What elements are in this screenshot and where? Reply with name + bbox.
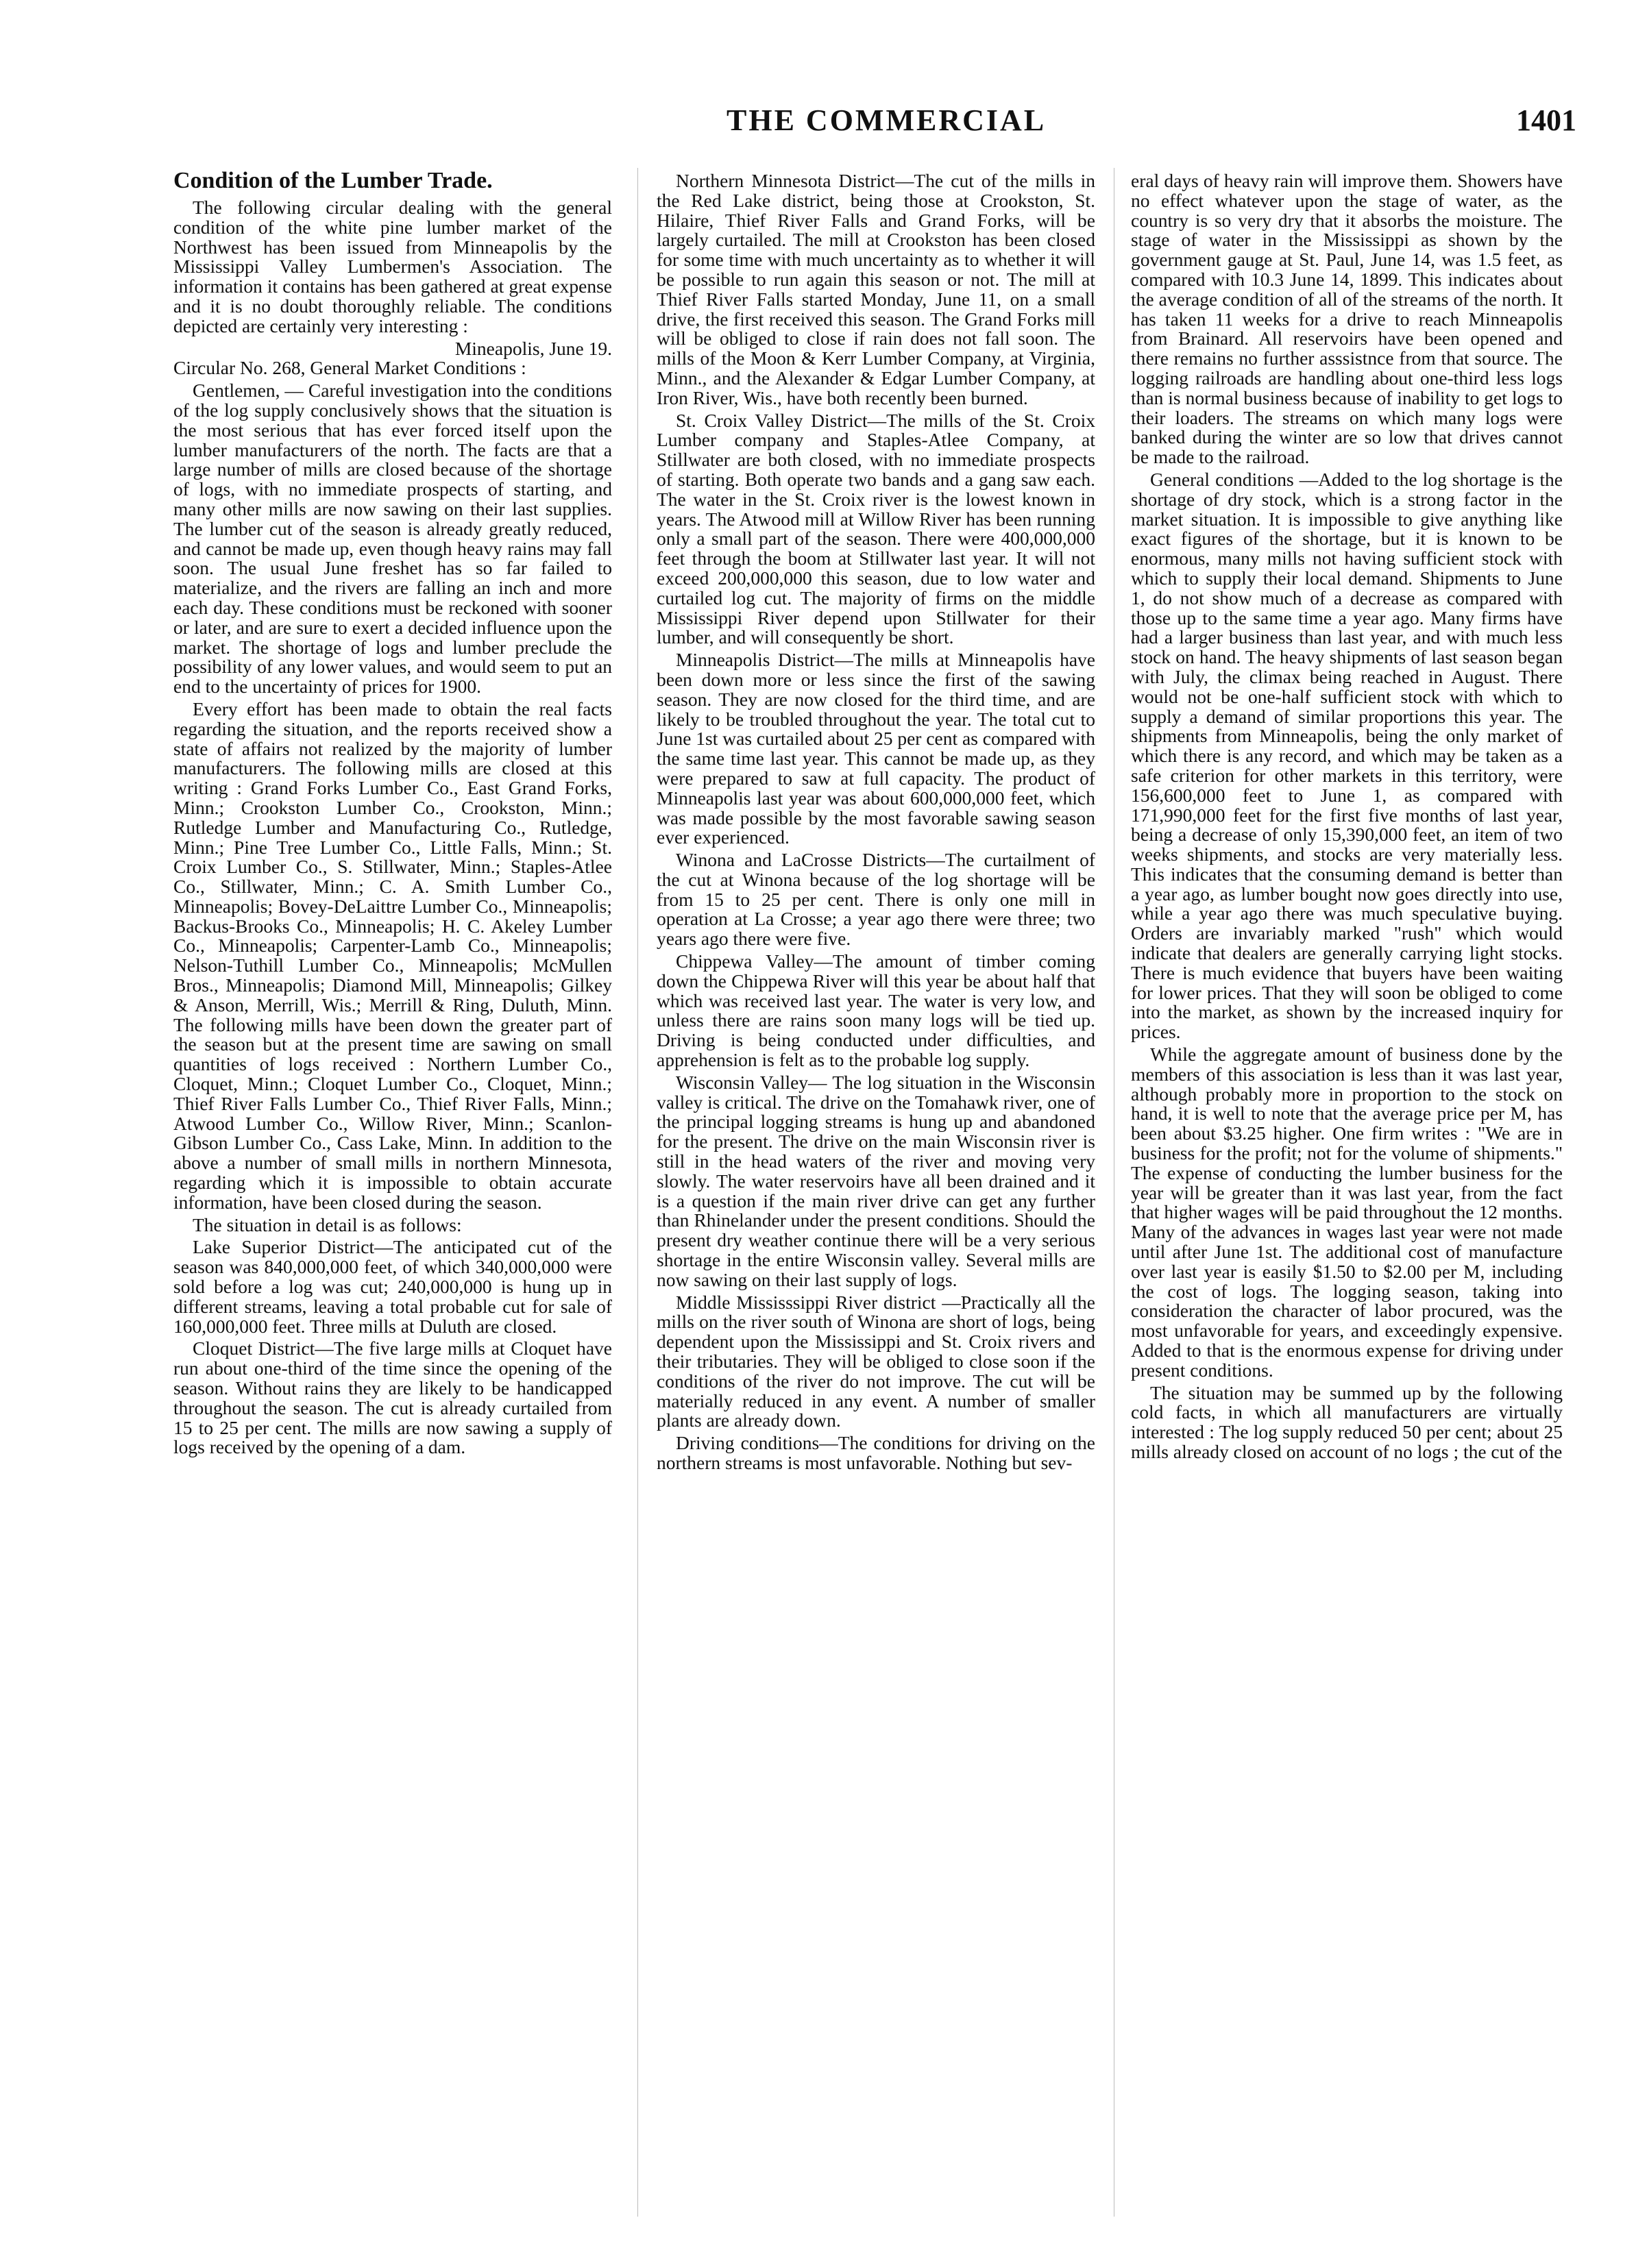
article-column-3: [1131, 171, 1563, 1465]
paragraph-para: While the aggregate amount of business done by the members of this association is less than it was last year, although probably more in proportion to the stock on hand, it is well to note that the average price per M, has been about $3.25 higher. One firm writes : "We are in business for the profit; not for the volume of shipments." The expense of conducting the lumber business for the year will be greater than it was last year, from the fact that higher wages will be paid throughout the 12 months. Many of the advances in wages last year were not made until after June 1st. The additional cost of manufacture over last year is easily $1.50 to $2.00 per M, including the cost of logs. The logging season, taking into consideration the character of labor procured, was the most unfavorable for years, and exceedingly expensive. Added to that is the enormous expense for driving under present conditions.: [1131, 1044, 1563, 1381]
paragraph-para: Northern Minnesota District—The cut of the mills in the Red Lake district, being those at Crookston, St. Hilaire, Thief River Falls and Grand Forks, will be largely curtailed. The mill at Crookston has been closed for some time with much uncertainty as to whether it will be possible to run again this season or not. The mill at Thief River Falls started Monday, June 11, on a small drive, the first received this season. The Grand Forks mill will be obliged to close if rain does not fall soon. The mills of the Moon & Kerr Lumber Company, at Virginia, Minn., and the Alexander & Edgar Lumber Company, at Iron River, Wis., have both recently been burned.: [657, 170, 1095, 408]
paragraph-para: St. Croix Valley District—The mills of the St. Croix Lumber company and Staples-Atlee Company, at Stillwater are both closed, with no immediate prospects of starting. Both operate two bands and a gang saw each. The water in the St. Croix river is the lowest known in years. The Atwood mill at Willow River has been running only a small part of the season. There were 400,000,000 feet through the boom at Stillwater last year. It will not exceed 200,000,000 this season, due to low water and curtailed log cut. The majority of firms on the middle Mississippi River depend upon Stillwater for their lumber, and will consequently be short.: [657, 409, 1095, 648]
paragraph-para: Wisconsin Valley— The log situation in the Wisconsin valley is critical. The drive on the Tomahawk river, one of the principal logging streams is hung up and abandoned for the present. The drive on the main Wisconsin river is still in the head waters of the river and moving very slowly. The water reservoirs have all been drained and it is a question if the main river drive can get any further than Rhinelander under the present conditions. Should the present dry weather continue there will be a very serious shortage in the entire Wisconsin valley. Several mills are now sawing on their last supply of logs.: [657, 1071, 1095, 1290]
paragraph-para: Middle Mississsippi River district —Practically all the mills on the river south of Winona are short of logs, being dependent upon the Mississippi and St. Croix rivers and their tributaries. They will be obliged to close soon if the conditions of the river do not improve. The cut will be materially reduced in any event. A number of smaller plants are already down.: [657, 1291, 1095, 1431]
paragraph-para: Driving conditions—The conditions for driving on the northern streams is most unfavorable. Nothing but sev-: [657, 1432, 1095, 1473]
paragraph-para: Lake Superior District—The anticipated cut of the season was 840,000,000 feet, of which 340,000,000 were sold before a log was cut; 240,000,000 is hung up in different streams, leaving a total probable cut for sale of 160,000,000 feet. Three mills at Duluth are closed.: [173, 1236, 612, 1337]
paragraph-para: Winona and LaCrosse Districts—The curtailment of the cut at Winona because of the log shortage will be from 15 to 25 per cent. There is only one mill in operation at La Crosse; a year ago there were three; two years ago there were five.: [657, 849, 1095, 950]
article-column-1: [173, 168, 612, 1460]
paragraph-dateline: Mineapolis, June 19.: [454, 337, 612, 359]
column-2-body: [657, 171, 1095, 1473]
paragraph-para: Gentlemen, — Careful investigation into the conditions of the log supply conclusively shows that the situation is the most serious that has ever forced itself upon the lumber manufacturers of the north. The facts are that a large number of mills are closed because of the shortage of logs, with no immediate prospects of starting, and many other mills are now sawing on their last supplies. The lumber cut of the season is already greatly reduced, and cannot be made up, even though heavy rains may fall soon. The usual June freshet has so far failed to materialize, and the rivers are falling an inch and more each day. These conditions must be reckoned with sooner or later, and are sure to exert a decided influence upon the market. The shortage of logs and lumber preclude the possibility of any lower values, and would seem to put an end to the uncertainty of prices for 1900.: [173, 380, 612, 698]
page-number: 1401: [1516, 103, 1576, 137]
column-rule: [637, 168, 638, 2217]
paragraph-circular: Circular No. 268, General Market Conditions :: [173, 357, 526, 379]
article-column-2: [657, 171, 1095, 1476]
paragraph-intro: The following circular dealing with the general condition of the white pine lumber market of the Northwest has been issued from Minneapolis by the Mississippi Valley Lumbermen's Association. The information it contains has been gathered at great expense and it is no doubt thoroughly reliable. The conditions depicted are certainly very interesting :: [173, 197, 612, 336]
paragraph-para: Every effort has been made to obtain the real facts regarding the situation, and the reports received show a state of affairs not realized by the majority of lumber manufacturers. The following mills are closed at this writing : Grand Forks Lumber Co., East Grand Forks, Minn.; Crookston Lumber Co., Crookston, Minn.; Rutledge Lumber and Manufacturing Co., Rutledge, Minn.; Pine Tree Lumber Co., Little Falls, Minn.; St. Croix Lumber Co., S. Stillwater, Minn.; Staples-Atlee Co., Stillwater, Minn.; C. A. Smith Lumber Co., Minneapolis; Bovey-DeLaittre Lumber Co., Minneapolis; Backus-Brooks Co., Minneapolis; H. C. Akeley Lumber Co., Minneapolis; Carpenter-Lamb Co., Minneapolis; Nelson-Tuthill Lumber Co., Minneapolis; McMullen Bros., Minneapolis; Diamond Mill, Minneapolis; Gilkey & Anson, Merrill, Wis.; Merrill & Ring, Duluth, Minn. The following mills have been down the greater part of the season but at the present time are sawing on small quantities of logs received : Northern Lumber Co., Cloquet, Minn.; Cloquet Lumber Co., Cloquet, Minn.; Thief River Falls Lumber Co., Thief River Falls, Minn.; Atwood Lumber Co., Willow River, Minn.; Scanlon-Gibson Lumber Co., Cass Lake, Minn. In addition to the above a number of small mills in northern Minnesota, regarding which it is impossible to obtain accurate information, have been closed during the season.: [173, 698, 612, 1213]
paragraph-para: The situation in detail is as follows:: [193, 1213, 462, 1235]
page-header: [164, 103, 1576, 151]
column-3-body: [1131, 171, 1563, 1462]
paragraph-para: Cloquet District—The five large mills at Cloquet have run about one-third of the time since the opening of the season. Without rains they are likely to be handicapped throughout the season. The cut is already curtailed from 15 to 25 per cent. The mills are now sawing a supply of logs received by the opening of a dam.: [173, 1338, 612, 1458]
masthead: THE COMMERCIAL: [727, 103, 1047, 137]
paragraph-para: Minneapolis District—The mills at Minneapolis have been down more or less since the first of the sawing season. They are now closed for the third time, and are likely to be troubled throughout the year. The total cut to June 1st was curtailed about 25 per cent as compared with the same time last year. This cannot be made up, as they were prepared to saw at full capacity. The product of Minneapolis last year was about 600,000,000 feet, which was made possible by the most favorable sawing season ever experienced.: [657, 649, 1095, 848]
column-1-body: [173, 198, 612, 1457]
paragraph-para: The situation may be summed up by the following cold facts, in which all manufacturers are virtually interested : The log supply reduced 50 per cent; about 25 mills already closed on account of no logs ; the cut of the: [1131, 1381, 1563, 1462]
paragraph-para: Chippewa Valley—The amount of timber coming down the Chippewa River will this year be about half that which was received last year. The water is very low, and unless there are rains soon many logs will be tied up. Driving is being conducted under difficulties, and apprehension is felt as to the probable log supply.: [657, 950, 1095, 1071]
article-headline: Condition of the Lumber Trade.: [173, 168, 493, 193]
paragraph-para: General conditions —Added to the log shortage is the shortage of dry stock, which is a strong factor in the market situation. It is impossible to give anything like exact figures of the shortage, but it is known to be enormous, many mills not having sufficient stock with which to supply their local demand. Shipments to June 1, do not show much of a decrease as compared with those up to the same time a year ago. Many firms have had a larger business than last year, and with much less stock on hand. The heavy shipments of last season began with July, the climax being reached in August. There would not be one-half sufficient stock with which to supply a demand of similar proportions this year. The shipments from Minneapolis, being the only market of which there is any record, and which may be taken as a safe criterion for other markets in this territory, were 156,600,000 feet to June 1, as compared with 171,990,000 feet for the first five months of last year, being a decrease of only 15,390,000 feet, an item of two weeks shipments, and stocks are very materially less. This indicates that the consuming demand is better than a year ago, as lumber bought now goes directly into use, while a year ago there was much speculative buying. Orders are invariably marked "rush" which would indicate that dealers are generally carrying light stocks. There is much evidence that buyers have been waiting for lower prices. That they will soon be obliged to come into the market, as shown by the increased inquiry for prices.: [1131, 468, 1563, 1043]
paragraph-cont: eral days of heavy rain will improve them. Showers have no effect whatever upon the stage of water, as the country is so very dry that it absorbs the moisture. The stage of water in the Mississippi as shown by the government gauge at St. Paul, June 14, was 1.5 feet, as compared with 10.3 June 14, 1899. This indicates about the average condition of all of the streams of the north. It has taken 11 weeks for a drive to reach Minneapolis from Brainard. All reservoirs have been opened and there remains no further asssistnce from that source. The logging railroads are handling about one-third less logs than is normal business because of inability to get logs to their loaders. The streams on which many logs were banked during the winter are so low that drives cannot be made to the railroad.: [1131, 170, 1563, 468]
